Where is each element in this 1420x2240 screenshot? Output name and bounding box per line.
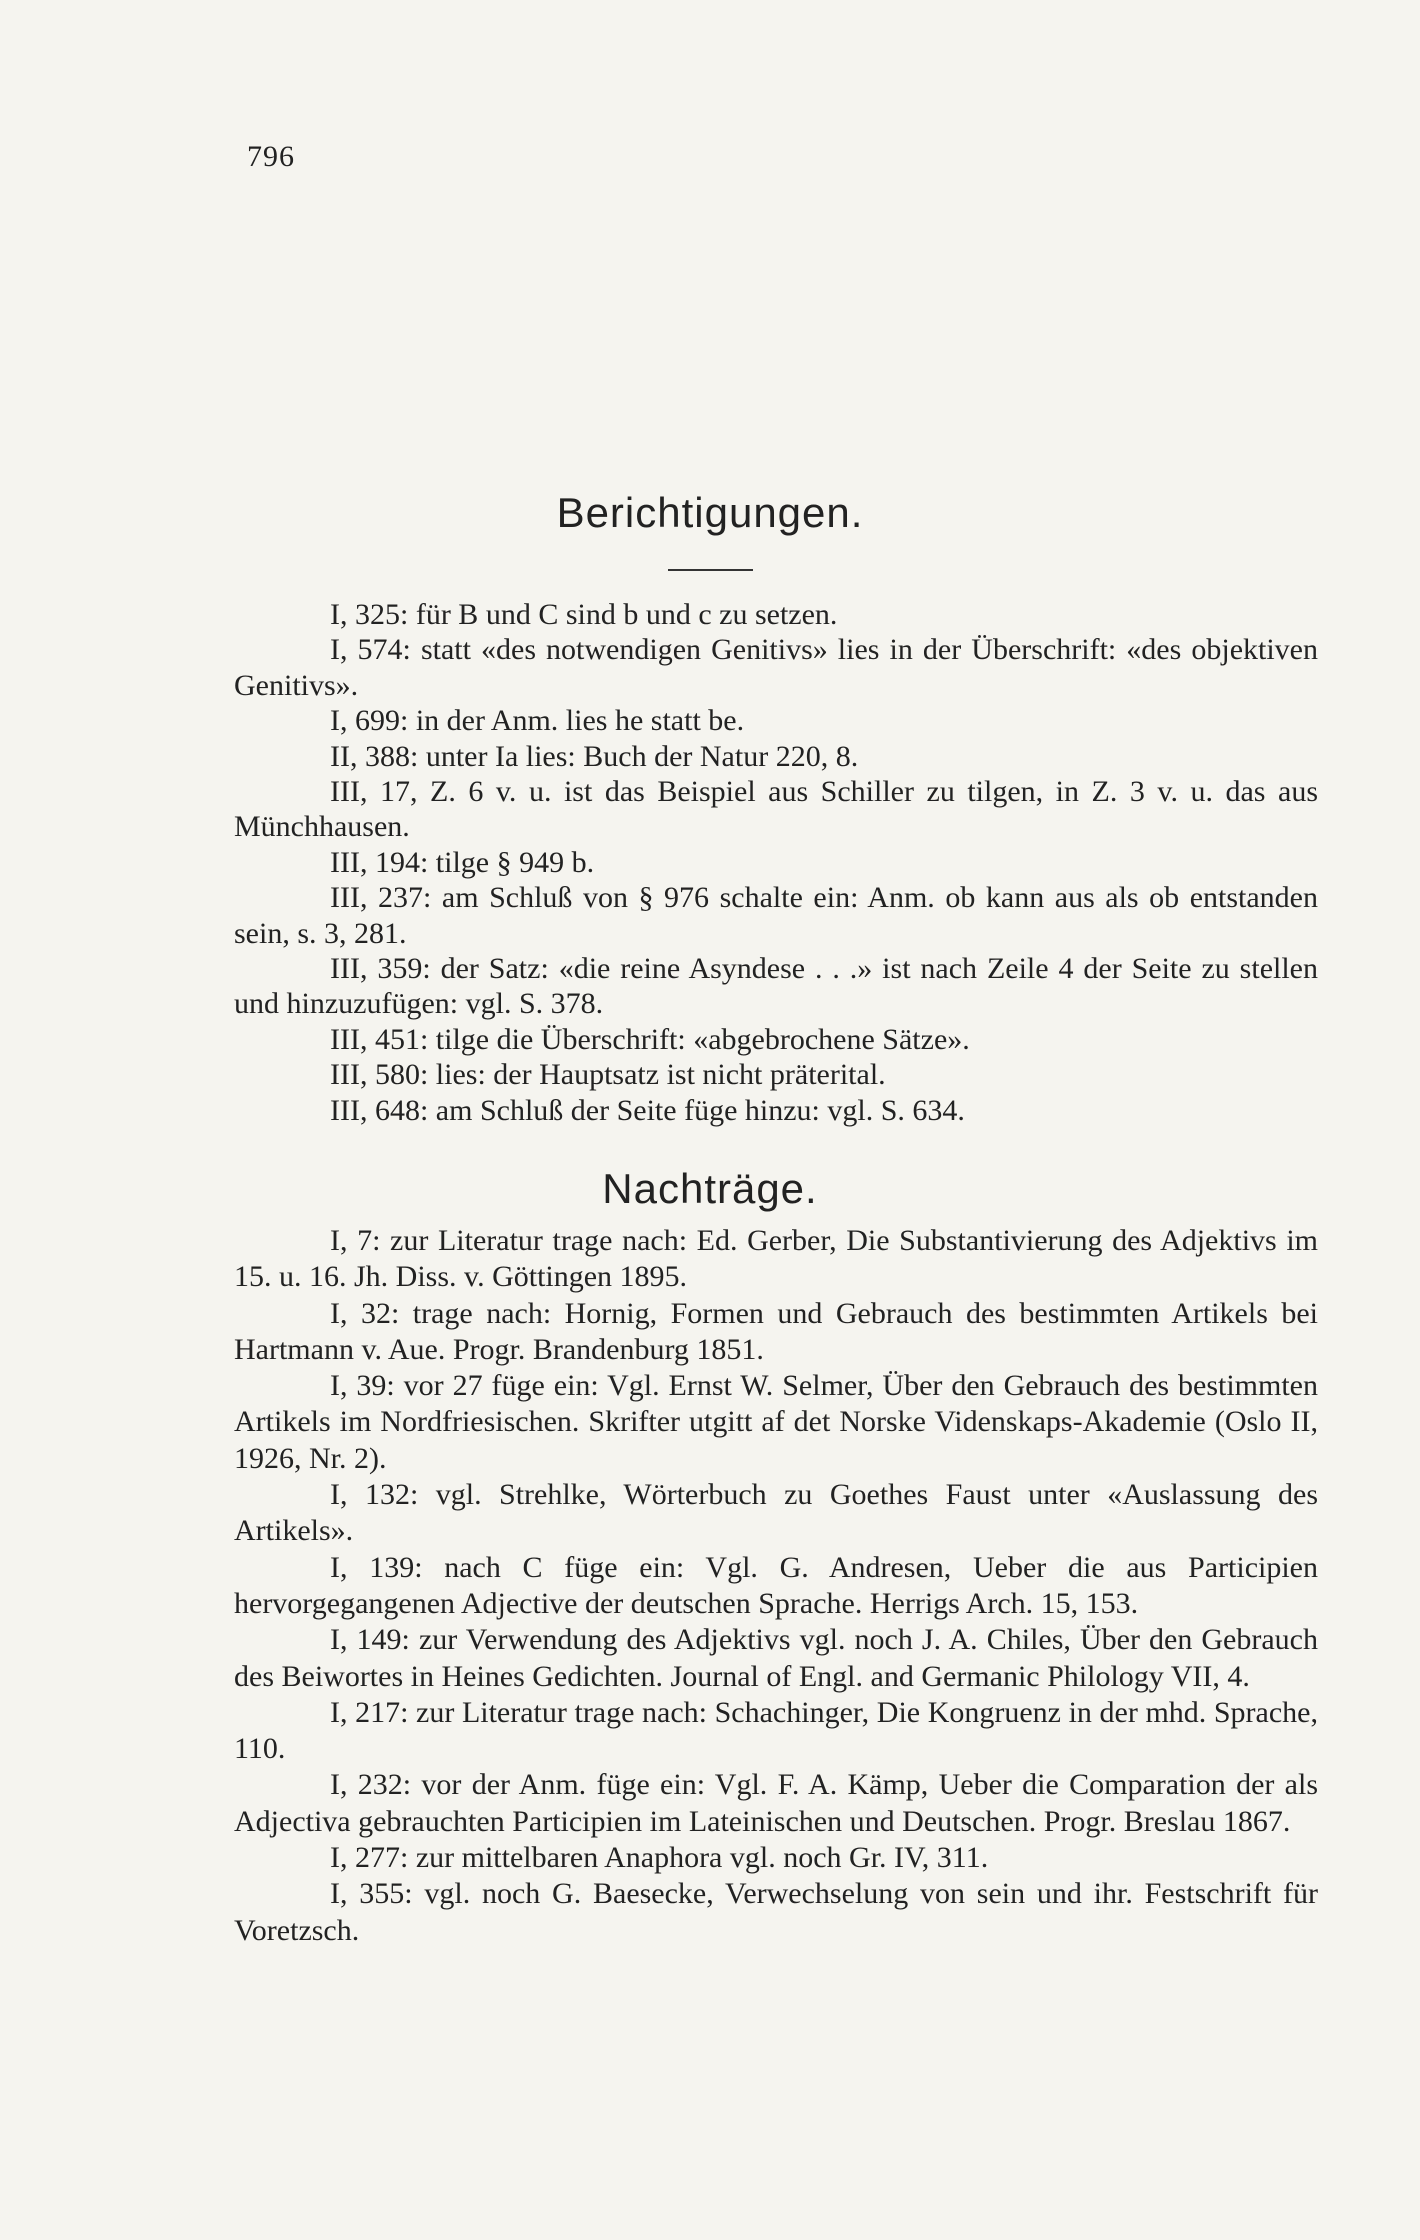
heading-nachtraege: Nachträge. — [602, 1165, 818, 1212]
berichtigung-entry: I, 699: in der Anm. lies he statt be. — [330, 704, 745, 738]
nachtrag-entry: I, 32: trage nach: Hornig, Formen und Gebrauch des bestimmten Artikels bei Hartmann v. Aue. Progr. Brandenburg 1851. — [234, 1296, 1318, 1366]
nachtrag-entry: I, 39: vor 27 füge ein: Vgl. Ernst W. Selmer, Über den Gebrauch des bestimmten Artikels im Nordfriesischen. Skrifter utgitt af det Norske Videnskaps-Akademie (Oslo II, 1926, Nr. 2). — [234, 1369, 1318, 1475]
nachtraege-list — [234, 1223, 1318, 1949]
berichtigung-entry: III, 580: lies: der Hauptsatz ist nicht präterital. — [330, 1058, 886, 1092]
berichtigung-entry: III, 237: am Schluß von § 976 schalte ein: Anm. ob kann aus als ob entstanden sein, s. 3, 281. — [234, 881, 1318, 950]
nachtrag-entry: I, 149: zur Verwendung des Adjektivs vgl. noch J. A. Chiles, Über den Gebrauch des Beiwortes in Heines Gedichten. Journal of Engl. and Germanic Philology VII, 4. — [234, 1623, 1318, 1693]
heading-divider — [668, 569, 753, 571]
nachtrag-entry: I, 232: vor der Anm. füge ein: Vgl. F. A. Kämp, Ueber die Comparation der als Adjectiva gebrauchten Participien im Lateinischen und Deutschen. Progr. Breslau 1867. — [234, 1768, 1318, 1838]
berichtigungen-list — [234, 597, 1318, 1128]
berichtigung-entry: III, 451: tilge die Überschrift: «abgebrochene Sätze». — [330, 1022, 970, 1056]
berichtigung-entry: III, 194: tilge § 949 b. — [330, 845, 595, 879]
nachtrag-entry: I, 7: zur Literatur trage nach: Ed. Gerber, Die Substantivierung des Adjektivs im 15. u. 16. Jh. Diss. v. Göttingen 1895. — [234, 1224, 1318, 1294]
nachtrag-entry: I, 217: zur Literatur trage nach: Schachinger, Die Kongruenz in der mhd. Sprache, 110. — [234, 1695, 1318, 1766]
page-number: 796 — [247, 140, 295, 173]
berichtigung-entry: I, 574: statt «des notwendigen Genitivs» lies in der Überschrift: «des objektiven Genitivs». — [234, 633, 1318, 702]
nachtrag-entry: I, 139: nach C füge ein: Vgl. G. Andresen, Ueber die aus Participien hervorgegangenen Adjective der deutschen Sprache. Herrigs Arch. 15, 153. — [234, 1550, 1318, 1620]
berichtigung-entry: II, 388: unter Ia lies: Buch der Natur 220, 8. — [330, 739, 859, 773]
berichtigung-entry: I, 325: für B und C sind b und c zu setzen. — [330, 598, 838, 631]
nachtrag-entry: I, 277: zur mittelbaren Anaphora vgl. noch Gr. IV, 311. — [330, 1841, 989, 1875]
nachtrag-entry: I, 355: vgl. noch G. Baesecke, Verwechselung von sein und ihr. Festschrift für Voretzsch. — [234, 1877, 1318, 1947]
berichtigung-entry: III, 359: der Satz: «die reine Asyndese . . .» ist nach Zeile 4 der Seite zu stellen und hinzuzufügen: vgl. S. 378. — [234, 952, 1318, 1021]
nachtrag-entry: I, 132: vgl. Strehlke, Wörterbuch zu Goethes Faust unter «Auslassung des Artikels». — [234, 1478, 1318, 1548]
berichtigung-entry: III, 17, Z. 6 v. u. ist das Beispiel aus Schiller zu tilgen, in Z. 3 v. u. das aus Münchhausen. — [234, 775, 1318, 844]
heading-berichtigungen: Berichtigungen. — [556, 489, 864, 536]
berichtigung-entry: III, 648: am Schluß der Seite füge hinzu: vgl. S. 634. — [330, 1093, 965, 1127]
